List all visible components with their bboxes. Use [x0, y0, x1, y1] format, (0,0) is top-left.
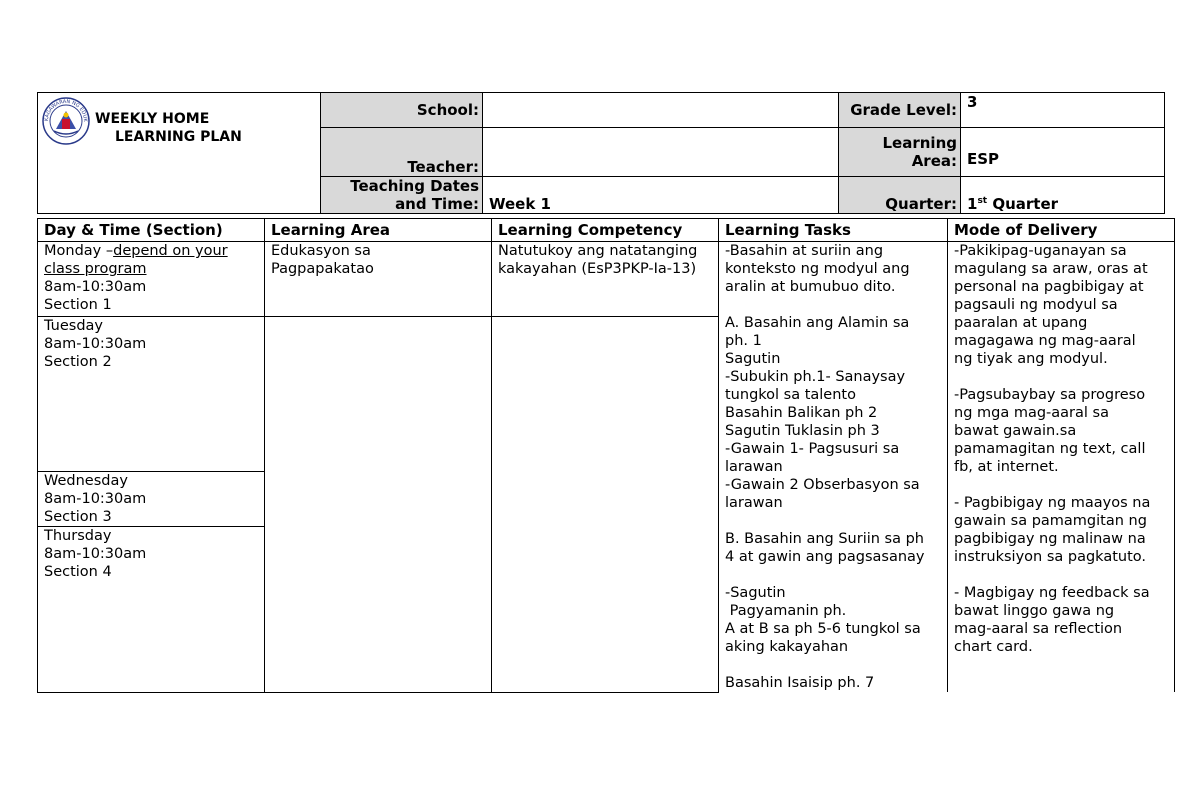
mode-line: bawat linggo gawa ng — [954, 603, 1115, 619]
mode-gap — [954, 368, 1168, 386]
day-tuesday-cell: Tuesday 8am-10:30am Section 2 — [38, 317, 265, 472]
mode-line: personal na pagbibigay at — [954, 279, 1144, 295]
mode-gap — [954, 476, 1168, 494]
mode-line: -Pakikipag-uganayan sa — [954, 243, 1127, 259]
day-monday-cell: Monday –depend on your class program 8am-10:30am Section 1 — [38, 242, 265, 317]
mode-line: magulang sa araw, oras at — [954, 261, 1148, 277]
task-gap — [725, 512, 941, 530]
teaching-dates-value: Week 1 — [483, 177, 839, 214]
col-header-mode: Mode of Delivery — [948, 219, 1175, 242]
task-line: -Gawain 2 Obserbasyon sa — [725, 477, 920, 493]
header-logo-cell — [38, 93, 321, 214]
competency-cell: Natutukoy ang natatanging kakayahan (EsP3PKP-Ia-13) — [492, 242, 719, 317]
task-line: Basahin Balikan ph 2 — [725, 405, 878, 421]
mode-line: gawain sa pamamgitan ng — [954, 513, 1147, 529]
day-wednesday-cell: Wednesday 8am-10:30am Section 3 — [38, 471, 265, 526]
task-line: larawan — [725, 459, 783, 475]
task-line: 4 at gawin ang pagsasanay — [725, 549, 925, 565]
task-gap — [725, 296, 941, 314]
col-header-learning-area: Learning Area — [265, 219, 492, 242]
learning-area-cell: Edukasyon sa Pagpapakatao — [265, 242, 492, 317]
table-row — [38, 242, 1175, 317]
mode-line: paaralan at upang — [954, 315, 1088, 331]
svg-text:KAGAWARAN NG EDUKASYON: KAGAWARAN NG EDUK — [43, 98, 89, 122]
grade-level-value: 3 — [961, 93, 1165, 128]
day-thursday-cell: Thursday 8am-10:30am Section 4 — [38, 526, 265, 692]
task-line: tungkol sa talento — [725, 387, 856, 403]
mode-line: mag-aaral sa reflection — [954, 621, 1123, 637]
grade-level-label: Grade Level: — [839, 93, 961, 128]
header-table — [37, 92, 1165, 214]
mode-line: pagbibigay ng malinaw na — [954, 531, 1146, 547]
weekly-plan-table — [37, 218, 1175, 693]
mode-gap — [954, 566, 1168, 584]
task-line: Sagutin — [725, 351, 781, 367]
deped-seal-logo — [42, 97, 90, 145]
col-header-competency: Learning Competency — [492, 219, 719, 242]
learning-area-label: Learning Area: — [839, 128, 961, 177]
mode-line: ng tiyak ang modyul. — [954, 351, 1108, 367]
mode-line: fb, at internet. — [954, 459, 1059, 475]
task-line: -Subukin ph.1- Sanaysay — [725, 369, 906, 385]
teacher-label: Teacher: — [321, 128, 483, 177]
learning-area-empty-cell — [265, 317, 492, 693]
mode-line: - Magbigay ng feedback sa — [954, 585, 1150, 601]
mode-of-delivery-cell — [948, 242, 1175, 693]
plan-title-line1: WEEKLY HOME — [95, 111, 210, 127]
mode-line: pamamagitan ng text, call — [954, 441, 1146, 457]
task-line: aking kakayahan — [725, 639, 849, 655]
school-value — [483, 93, 839, 128]
task-line: -Gawain 1- Pagsusuri sa — [725, 441, 900, 457]
plan-title-line2: LEARNING PLAN — [115, 129, 242, 145]
learning-tasks-cell — [719, 242, 948, 693]
col-header-day: Day & Time (Section) — [38, 219, 265, 242]
task-line: Sagutin Tuklasin ph 3 — [725, 423, 880, 439]
mode-line: bawat gawain.sa — [954, 423, 1077, 439]
task-line: larawan — [725, 495, 783, 511]
task-gap — [725, 656, 941, 674]
quarter-label: Quarter: — [839, 177, 961, 214]
mode-line: ng mga mag-aaral sa — [954, 405, 1109, 421]
col-header-tasks: Learning Tasks — [719, 219, 948, 242]
teacher-value — [483, 128, 839, 177]
mode-line: chart card. — [954, 639, 1033, 655]
mode-line: pagsauli ng modyul sa — [954, 297, 1118, 313]
mode-line: instruksiyon sa pagkatuto. — [954, 549, 1146, 565]
competency-empty-cell — [492, 317, 719, 693]
task-line: -Basahin at suriin ang — [725, 243, 884, 259]
task-gap — [725, 566, 941, 584]
task-line: A. Basahin ang Alamin sa — [725, 315, 910, 331]
quarter-value: 1st Quarter — [961, 177, 1165, 214]
mode-line: - Pagbibigay ng maayos na — [954, 495, 1151, 511]
task-line: ph. 1 — [725, 333, 762, 349]
task-line: Pagyamanin ph. — [725, 603, 847, 619]
task-line: konteksto ng modyul ang — [725, 261, 910, 277]
task-line: B. Basahin ang Suriin sa ph — [725, 531, 924, 547]
mode-line: -Pagsubaybay sa progreso — [954, 387, 1146, 403]
table-header-row — [38, 219, 1175, 242]
mode-line: magagawa ng mag-aaral — [954, 333, 1136, 349]
school-label: School: — [321, 93, 483, 128]
task-line: Basahin Isaisip ph. 7 — [725, 675, 875, 691]
task-line: A at B sa ph 5-6 tungkol sa — [725, 621, 921, 637]
task-line: -Sagutin — [725, 585, 786, 601]
task-line: aralin at bumubuo dito. — [725, 279, 896, 295]
learning-area-value: ESP — [961, 128, 1165, 177]
teaching-dates-label: Teaching Dates and Time: — [321, 177, 483, 214]
